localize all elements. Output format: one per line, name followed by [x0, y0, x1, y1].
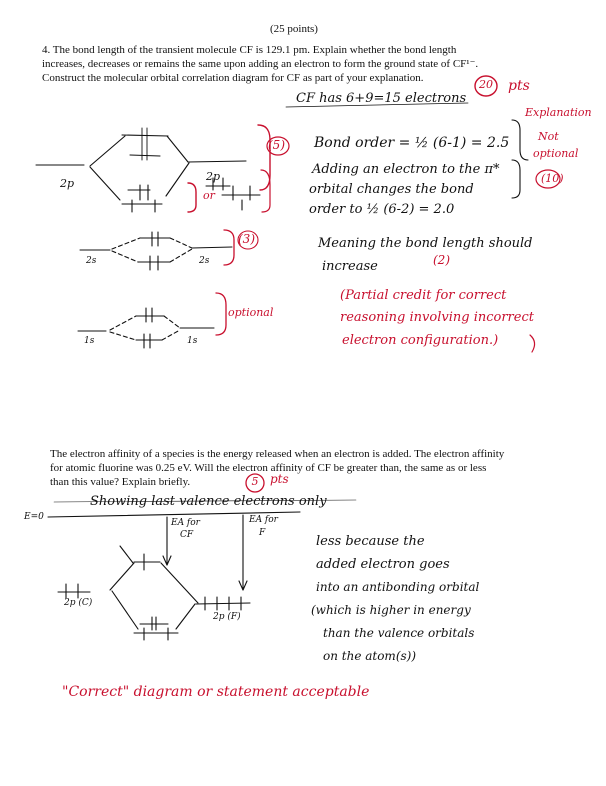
bond-order-line: Bond order = ½ (6-1) = 2.5 [314, 135, 510, 151]
mo-diagram-2p [36, 128, 260, 212]
ea-cf-label2: CF [180, 530, 194, 540]
cf-electron-count: CF has 6+9=15 electrons [296, 91, 467, 106]
score-5: (5) [268, 138, 285, 152]
partial-credit-line1: (Partial credit for correct [340, 288, 507, 303]
meaning-line2: increase [322, 259, 378, 274]
showing-line: Showing last valence electrons only [90, 494, 327, 509]
label-1s-left: 1s [84, 336, 95, 346]
score-3: (3) [238, 232, 255, 246]
ea-f-label2: F [259, 528, 266, 538]
partial-credit-line2: reasoning involving incorrect [340, 310, 534, 325]
meaning-line1: Meaning the bond length should [318, 236, 533, 251]
label-2p-f: 2p (F) [213, 612, 241, 622]
optional-label: optional [228, 306, 274, 319]
mo-diagram-2s [80, 232, 232, 270]
ea-diagram [48, 512, 300, 640]
ea-line2: for atomic fluorine was 0.25 eV. Will the electron affinity of CF be greater than, the same as or less [50, 462, 487, 474]
not-label: Not [538, 130, 559, 143]
less-line4: (which is higher in energy [311, 603, 471, 617]
ea-line1: The electron affinity of a species is the energy released when an electron is added. The electron affinity [50, 448, 505, 460]
explanation-label: Explanation [525, 106, 592, 119]
or-label: or [203, 189, 215, 202]
ea-f-label1: EA for [249, 515, 278, 525]
label-2p-right: 2p [206, 170, 221, 183]
less-line6: on the atom(s)) [323, 649, 417, 663]
q4-points-circled: 20 [479, 78, 493, 91]
q4-points-unit: pts [508, 78, 530, 94]
ea-points-unit: pts [270, 472, 289, 486]
score-10: (10) [541, 172, 564, 185]
adding-line2: orbital changes the bond [309, 182, 474, 197]
label-2p-c: 2p (C) [64, 598, 93, 608]
less-line2: added electron goes [316, 557, 450, 572]
label-2p-left: 2p [60, 177, 75, 190]
optional-label-right: optional [533, 147, 579, 160]
label-2s-right: 2s [199, 256, 210, 266]
question4-line1: 4. The bond length of the transient molecule CF is 129.1 pm. Explain whether the bond length [42, 44, 457, 56]
partial-credit-line3: electron configuration.) [342, 333, 499, 348]
ea-points-circled: 5 [251, 475, 259, 488]
label-1s-right: 1s [187, 336, 198, 346]
ea-line3: than this value? Explain briefly. [50, 476, 191, 488]
score-2: (2) [433, 253, 450, 267]
adding-line1: Adding an electron to the π* [312, 162, 500, 177]
ea-cf-label1: EA for [171, 518, 200, 528]
label-2s-left: 2s [86, 256, 97, 266]
question4-line3: Construct the molecular orbital correlation diagram for CF as part of your explanation. [42, 72, 424, 84]
question4-line2: increases, decreases or remains the same upon adding an electron to form the ground state of CF¹⁻. [42, 58, 479, 70]
mo-diagram-1s [78, 308, 214, 348]
correct-note: "Correct" diagram or statement acceptable [62, 684, 370, 700]
e0-label: E=0 [24, 512, 44, 522]
less-line3: into an antibonding orbital [316, 580, 480, 594]
points-header: (25 points) [270, 23, 318, 35]
less-line1: less because the [316, 534, 425, 549]
circle-20-icon [475, 76, 497, 96]
adding-line3: order to ½ (6-2) = 2.0 [309, 202, 455, 217]
less-line5: than the valence orbitals [323, 626, 475, 640]
